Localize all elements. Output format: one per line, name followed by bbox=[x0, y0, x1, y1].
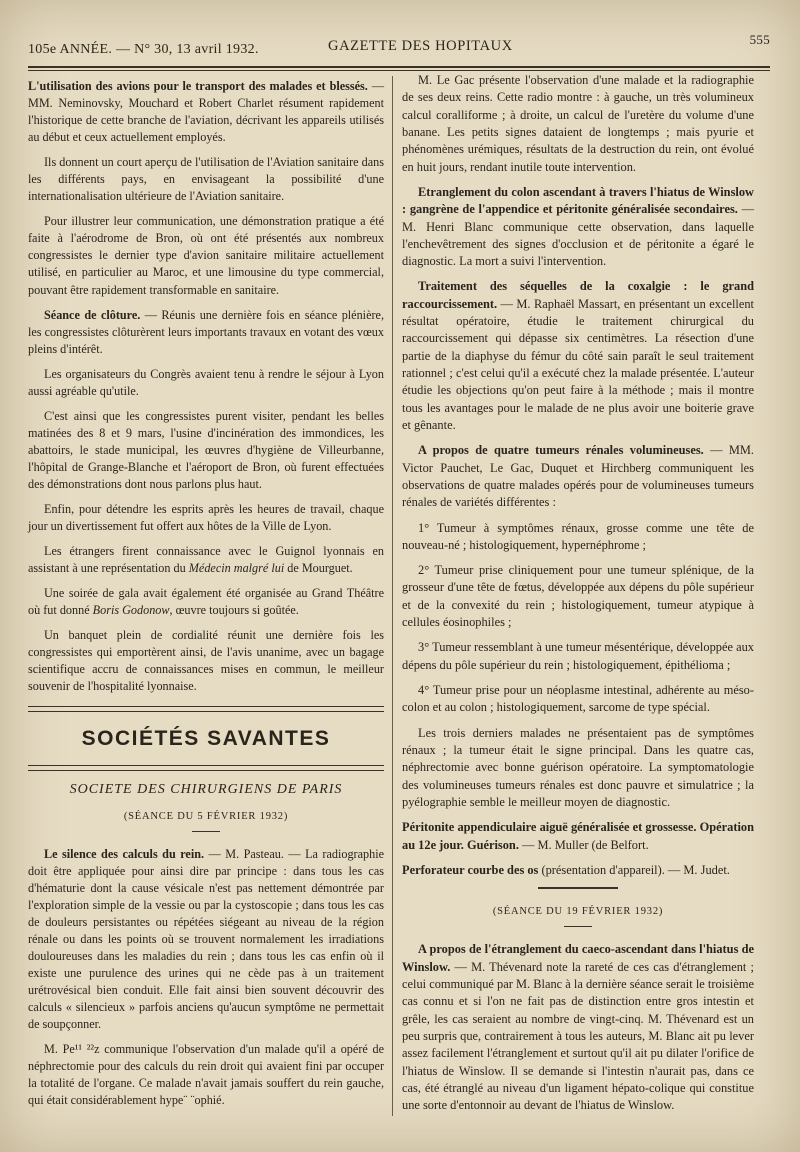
header-rule-bottom bbox=[28, 70, 770, 71]
paragraph: M. Le Gac présente l'observation d'une malade et la radiographie de ses deux reins. Cette radio montre : à gauche, un très volumineux calcul coralliforme ; à droite, un calcul de l'uretère du volume d'une banane. Les petits signes dataient de longtemps ; mais pyurie et phénomènes urémiques, résultats de la destruction du rein, ont évolué en huit jours, rendant inutile toute intervention. bbox=[402, 73, 754, 174]
short-rule bbox=[538, 887, 618, 889]
section-title: SOCIÉTÉS SAVANTES bbox=[81, 726, 331, 750]
short-rule bbox=[192, 831, 220, 832]
issue-line: 105e ANNÉE. — N° 30, 13 avril 1932. bbox=[28, 42, 259, 57]
paragraph-etranglement: Etranglement du colon ascendant à travers l'hiatus de Winslow : gangrène de l'appendice et péritonite généralisée secondaires. — M. Henri Blanc communique cette observation, dans laquelle l'enchevêtrement des signes d'occlusion et de péritonite a égaré le diagnostic. La mort a suivi l'intervention. bbox=[402, 184, 754, 269]
seance-date: (SÉANCE DU 5 FÉVRIER 1932) bbox=[123, 810, 289, 822]
paragraph-coxalgie: Traitement des séquelles de la coxalgie : le grand raccourcissement. — M. Raphaël Massart, en présentant un excellent résultat opératoire, étudie le traitement chirurgical du raccourcissement qui dépasse six centimètres. La résection d'une partie de la diaphyse du fémur du côté sain paraît le seul traitement rationnel ; c'est celui qu'il a exécuté chez la malade présentée. L'auteur étudie les objections qu'on peut faire à la méthode ; mais il montre tous les avantages pour le malade de ne plus avoir une boiterie grave et gênante. bbox=[402, 279, 754, 432]
paragraph: Pour illustrer leur communication, une démonstration pratique a été faite à l'aérodrome de Bron, où ont été présentés aux nombreux congressistes le dernier type d'avion sanitaire militaire actuellement utilisé, en particulier au Maroc, et une limousine du type commercial, pouvant être rapidement transformable en sanitaire. bbox=[28, 214, 384, 297]
journal-title: GAZETTE DES HOPITAUX bbox=[328, 38, 513, 54]
paragraph: Enfin, pour détendre les esprits après les heures de travail, chaque jour un divertissement fut offert aux hôtes de la Ville de Lyon. bbox=[28, 502, 384, 534]
paragraph: Ils donnent un court aperçu de l'utilisation de l'Aviation sanitaire dans les différents pays, en envisageant la possibilité d'une internationalisation ultérieure de l'Aviation sanitaire. bbox=[28, 155, 384, 204]
column-divider bbox=[392, 76, 393, 1116]
paragraph: Un banquet plein de cordialité réunit une dernière fois les congressistes qui emportèrent ainsi, de l'avis unanime, avec un bagage scientifique accru de connaissances mises en commun, le meilleur souvenir de l'hospitalité lyonnaise. bbox=[28, 628, 384, 694]
list-item: 3° Tumeur ressemblant à une tumeur mésentérique, développée aux dépens du pôle supérieur du rein ; histologiquement, épithélioma ; bbox=[402, 640, 754, 672]
header-rule-top bbox=[28, 66, 770, 68]
paragraph-peritonite: Péritonite appendiculaire aiguë généralisée et grossesse. Opération au 12e jour. Guérison. — M. Muller (de Belfort. bbox=[402, 820, 754, 852]
section-divider bbox=[28, 765, 384, 771]
short-rule bbox=[564, 926, 592, 927]
paragraph: Les organisateurs du Congrès avaient tenu à rendre le séjour à Lyon aussi agréable qu'utile. bbox=[28, 366, 384, 398]
left-column bbox=[28, 78, 384, 1122]
paragraph: C'est ainsi que les congressistes purent visiter, pendant les belles matinées des 8 et 9 mars, l'usine d'incinération des immondices, les abattoirs, le stade municipal, les œuvres d'hygiène de Villeurbanne, l'hôpital de Grange-Blanche et l'aéroport de Bron, où furent effectuées des démonstrations dont nous parlons plus haut. bbox=[28, 408, 384, 491]
paragraph: M. Pe¹¹ ²²z communique l'observation d'un malade qu'il a opéré de néphrectomie pour des calculs du rein droit qui avaient fini par occuper la totalité de l'organe. Ce malade n'avait jamais souffert du rein gauche, qui était considérablement hype¨ ¨ophié. bbox=[28, 1042, 384, 1108]
paragraph-caeco: A propos de l'étranglement du caeco-ascendant dans l'hiatus de Winslow. — M. Thévenard note la rareté de ces cas d'étranglement ; celui communiqué par M. Blanc à la dernière séance serait le troisième cas connu et si l'on ne fait pas de distinction entre gros intestin et grêle, les cas seraient au nombre de vingt-cinq. M. Thévenard est un peu surpris que, contrairement à tous les auteurs, M. Blanc ait pu lever assez facilement l'étranglement et surtout qu'il ait pu dilater l'orifice de l'hiatus de Winslow. Il se demande si l'intestin n'aurait pas, dans ce cas, été étranglé au niveau d'un ligament hépato-colique qui constitue une sorte d'entonnoir au devant de l'hiatus de Winslow. bbox=[402, 942, 754, 1113]
list-item: 4° Tumeur prise pour un néoplasme intestinal, adhérente au méso-colon et au colon ; histologiquement, sarcome de type spécial. bbox=[402, 683, 754, 715]
paragraph-guignol: Les étrangers firent connaissance avec le Guignol lyonnais en assistant à une représentation du Médecin malgré lui de Mourguet. bbox=[28, 544, 384, 576]
list-item: 2° Tumeur prise cliniquement pour une tumeur splénique, de la grosseur d'une tête de fœtus, développée aux dépens du pôle supérieur et de la convexité du rein ; histologiquement, tumeur atypique à cellules éosinophiles ; bbox=[402, 563, 754, 630]
paragraph-calculs: Le silence des calculs du rein. — M. Pasteau. — La radiographie doit être appliquée pour ainsi dire par principe : dans tous les cas d'hématurie dont la cause vésicale n'est pas nettement démontrée par l'exploration simple de la vessie ou par la cystoscopie ; dans tous les cas de douleurs persistantes ou répétées siégeant au niveau de la région rénale ou dans les points où se trouvent normalement les irradiations douloureuses dans les maladies du rein ; dans tous les cas enfin où il existe une purulence des urines qui ne cède pas à un traitement urétrovésical bien conduit. Elle fait ainsi bien souvent découvrir des calculs « silencieux » parfois anciens qu'aucun symptôme ne permettait de soupçonner. bbox=[28, 846, 385, 1032]
paragraph-gala: Une soirée de gala avait également été organisée au Grand Théâtre où fut donné Boris Godonow, œuvre toujours si goûtée. bbox=[28, 586, 384, 618]
page-number: 555 bbox=[749, 32, 770, 47]
paragraph-perforateur: Perforateur courbe des os (présentation d'appareil). — M. Judet. bbox=[402, 862, 730, 877]
section-divider bbox=[28, 706, 384, 712]
paragraph: Les trois derniers malades ne présentaient pas de symptômes rénaux ; la tumeur était le signe principal. Dans les quatre cas, néphrectomie avec bonne guérison opératoire. La symptomatologie des volumineuses tumeurs rénales est donc pauvre et simulatrice ; la pyélographie semble le meilleur moyen de diagnostic. bbox=[402, 725, 754, 809]
seance-date: (SÉANCE DU 19 FÉVRIER 1932) bbox=[492, 906, 664, 918]
paragraph-cloture: Séance de clôture. — Réunis une dernière fois en séance plénière, les congressistes clôturèrent leurs importants travaux en votant des vœux pleins d'intérêt. bbox=[28, 307, 384, 356]
page-header bbox=[28, 32, 770, 58]
list-item: 1° Tumeur à symptômes rénaux, grosse comme une tête de nouveau-né ; histologiquement, hypernéphrome ; bbox=[402, 520, 754, 552]
paragraph-tumeurs: A propos de quatre tumeurs rénales volumineuses. — MM. Victor Pauchet, Le Gac, Duquet et Hirchberg communiquent les observations de quatre malades opérés pour de volumineuses tumeurs rénales de variétés différentes : bbox=[402, 443, 754, 510]
right-column bbox=[402, 72, 754, 1122]
paragraph-aviation: L'utilisation des avions pour le transport des malades et blessés. — MM. Neminovsky, Mouchard et Robert Charlet résument rapidement l'historique de cette branche de l'aviation, décrivant les appareils utilisés au début et ceux actuellement employés. bbox=[28, 79, 384, 145]
society-title: SOCIETE DES CHIRURGIENS DE PARIS bbox=[69, 781, 343, 797]
